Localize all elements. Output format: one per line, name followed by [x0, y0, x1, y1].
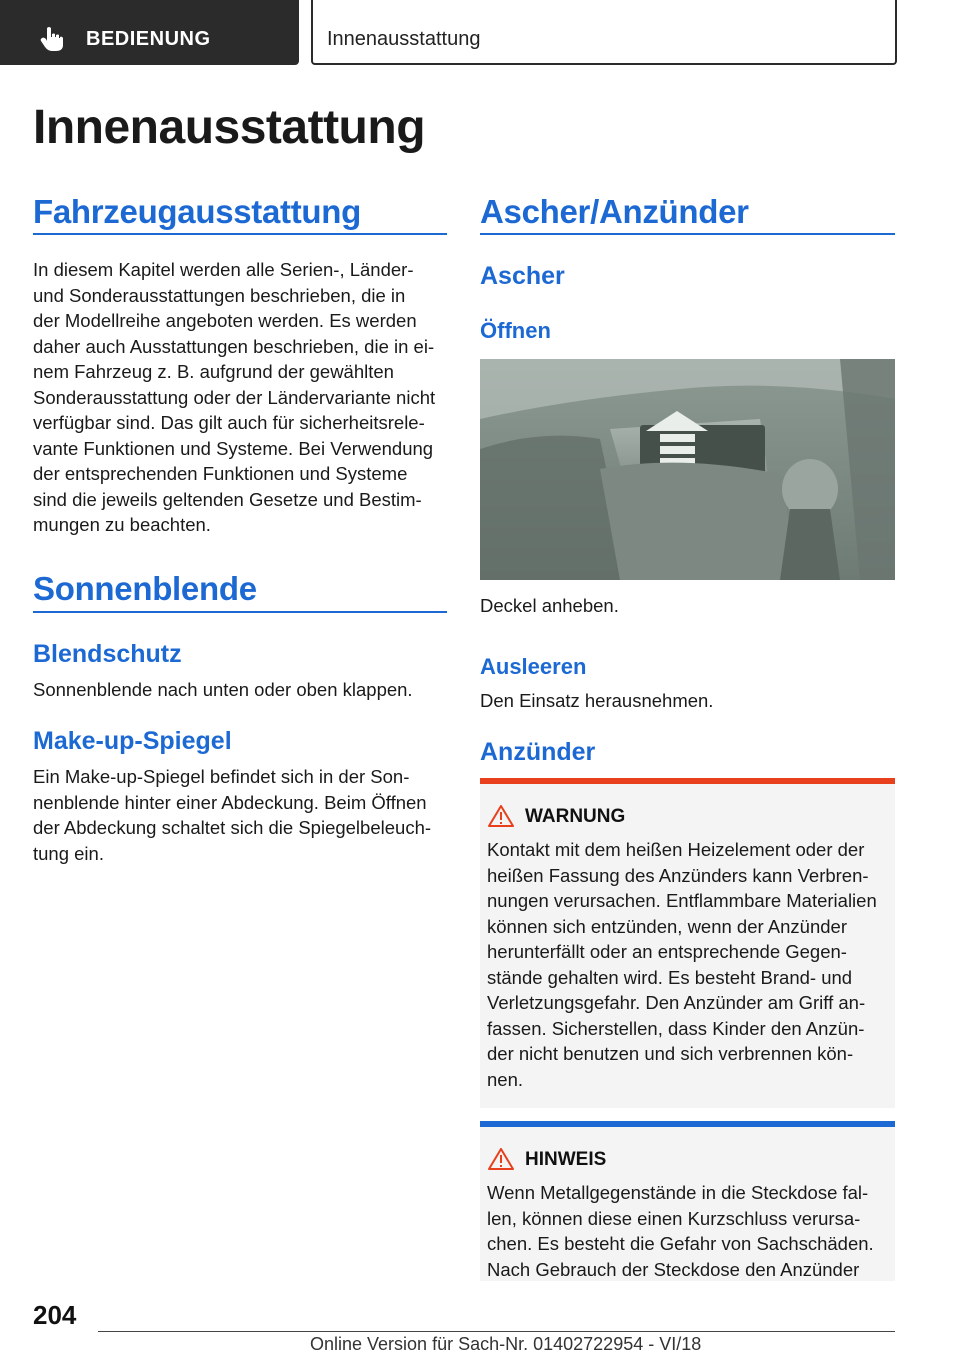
- text-line: Ein Make-up-Spiegel befindet sich in der Son-: [33, 766, 410, 787]
- notice-title: HINWEIS: [525, 1149, 607, 1170]
- warning-accent-bar: [480, 778, 895, 784]
- text-line: fassen. Sicherstellen, dass Kinder den Anzün-: [487, 1017, 865, 1039]
- section-label: BEDIENUNG: [86, 28, 211, 50]
- text-line: Nach Gebrauch der Steckdose den Anzünder: [487, 1258, 860, 1280]
- warning-callout: [480, 778, 895, 1108]
- notice-accent-bar: [480, 1121, 895, 1127]
- text-line: nem Fahrzeug z. B. aufgrund der gewählten: [33, 361, 394, 382]
- text-line: nenblende hinter einer Abdeckung. Beim Öffnen: [33, 791, 427, 813]
- text-line: Sonderausstattung oder der Ländervariante nicht: [33, 386, 436, 408]
- page-title: Innenausstattung: [33, 101, 426, 154]
- text-line: können sich entzünden, wenn der Anzünder: [487, 915, 847, 937]
- text-line: vante Funktionen und Systeme. Bei Verwendung: [33, 437, 434, 459]
- text-line: nungen verursachen. Entflammbare Materialien: [487, 890, 877, 911]
- text-line: nen.: [487, 1068, 524, 1090]
- section-tab: [0, 0, 299, 65]
- heading-blendschutz: Blendschutz: [33, 640, 182, 668]
- heading-fahrzeugausstattung: Fahrzeugausstattung: [33, 193, 361, 230]
- breadcrumb: [311, 0, 897, 65]
- warning-triangle-icon: [488, 805, 514, 827]
- text-line: der nicht benutzen und sich verbrennen kön-: [487, 1043, 854, 1064]
- heading-ascher: Ascher: [480, 262, 565, 290]
- oeffnen-paragraph: [480, 593, 619, 619]
- text-line: daher auch Ausstattungen beschrieben, die in ei-: [33, 335, 435, 357]
- ashtray-illustration: [480, 359, 895, 580]
- text-line: In diesem Kapitel werden alle Serien-, Länder-: [33, 259, 414, 280]
- notice-text: [487, 1180, 874, 1282]
- heading-ascher-anzuender: Ascher/Anzünder: [480, 193, 749, 230]
- fahrzeug-paragraph: [33, 257, 435, 538]
- warning-title: WARNUNG: [525, 806, 626, 827]
- text-line: herunterfällt oder an entsprechende Gegen-: [487, 941, 847, 962]
- text-line: heißen Fassung des Anzünders kann Verbren-: [487, 864, 869, 886]
- text-line: der Abdeckung schaltet sich die Spiegelbeleuch-: [33, 817, 432, 838]
- notice-callout: [480, 1121, 895, 1281]
- text-line: und Sonderausstattungen beschrieben, die in: [33, 284, 406, 306]
- warning-triangle-icon: [488, 1148, 514, 1170]
- heading-rule: [33, 611, 447, 613]
- ausleeren-paragraph: [480, 688, 713, 714]
- warning-text: [487, 837, 877, 1092]
- text-line: der Modellreihe angeboten werden. Es werden: [33, 310, 417, 331]
- text-line: Den Einsatz herausnehmen.: [480, 690, 714, 711]
- heading-ausleeren: Ausleeren: [480, 654, 587, 679]
- heading-make-up-spiegel: Make-up-Spiegel: [33, 727, 232, 755]
- spiegel-paragraph: [33, 764, 431, 866]
- text-line: stände gehalten wird. Es besteht Brand- und: [487, 966, 853, 988]
- text-line: der entsprechenden Funktionen und Systeme: [33, 463, 408, 484]
- hand-pointer-icon: [40, 26, 64, 52]
- ashtray-photo: [480, 359, 895, 580]
- text-line: Kontakt mit dem heißen Heizelement oder der: [487, 839, 865, 860]
- heading-rule: [33, 233, 447, 235]
- text-line: verfügbar sind. Das gilt auch für sicherheitsrele-: [33, 412, 425, 433]
- heading-oeffnen: Öffnen: [480, 318, 551, 343]
- text-line: sind die jeweils geltenden Gesetze und Bestim-: [33, 488, 422, 510]
- text-line: Sonnenblende nach unten oder oben klappen.: [33, 679, 413, 700]
- heading-anzuender: Anzünder: [480, 738, 596, 766]
- text-line: chen. Es besteht die Gefahr von Sachschäden.: [487, 1233, 874, 1254]
- heading-sonnenblende: Sonnenblende: [33, 570, 257, 607]
- text-line: tung ein.: [33, 842, 104, 864]
- text-line: Verletzungsgefahr. Den Anzünder am Griff an-: [487, 992, 866, 1013]
- footer-version: Online Version für Sach-Nr. 01402722954 - VI/18: [310, 1334, 702, 1354]
- text-line: Deckel anheben.: [480, 595, 619, 616]
- page-header: [0, 0, 895, 65]
- heading-rule: [480, 233, 895, 235]
- text-line: mungen zu beachten.: [33, 514, 211, 535]
- blendschutz-paragraph: [33, 677, 413, 703]
- text-line: len, können diese einen Kurzschluss verursa-: [487, 1207, 861, 1229]
- breadcrumb-text: Innenausstattung: [327, 28, 481, 50]
- footer-rule: [98, 1331, 895, 1332]
- page-number: 204: [33, 1300, 77, 1330]
- text-line: Wenn Metallgegenstände in die Steckdose fal-: [487, 1182, 869, 1203]
